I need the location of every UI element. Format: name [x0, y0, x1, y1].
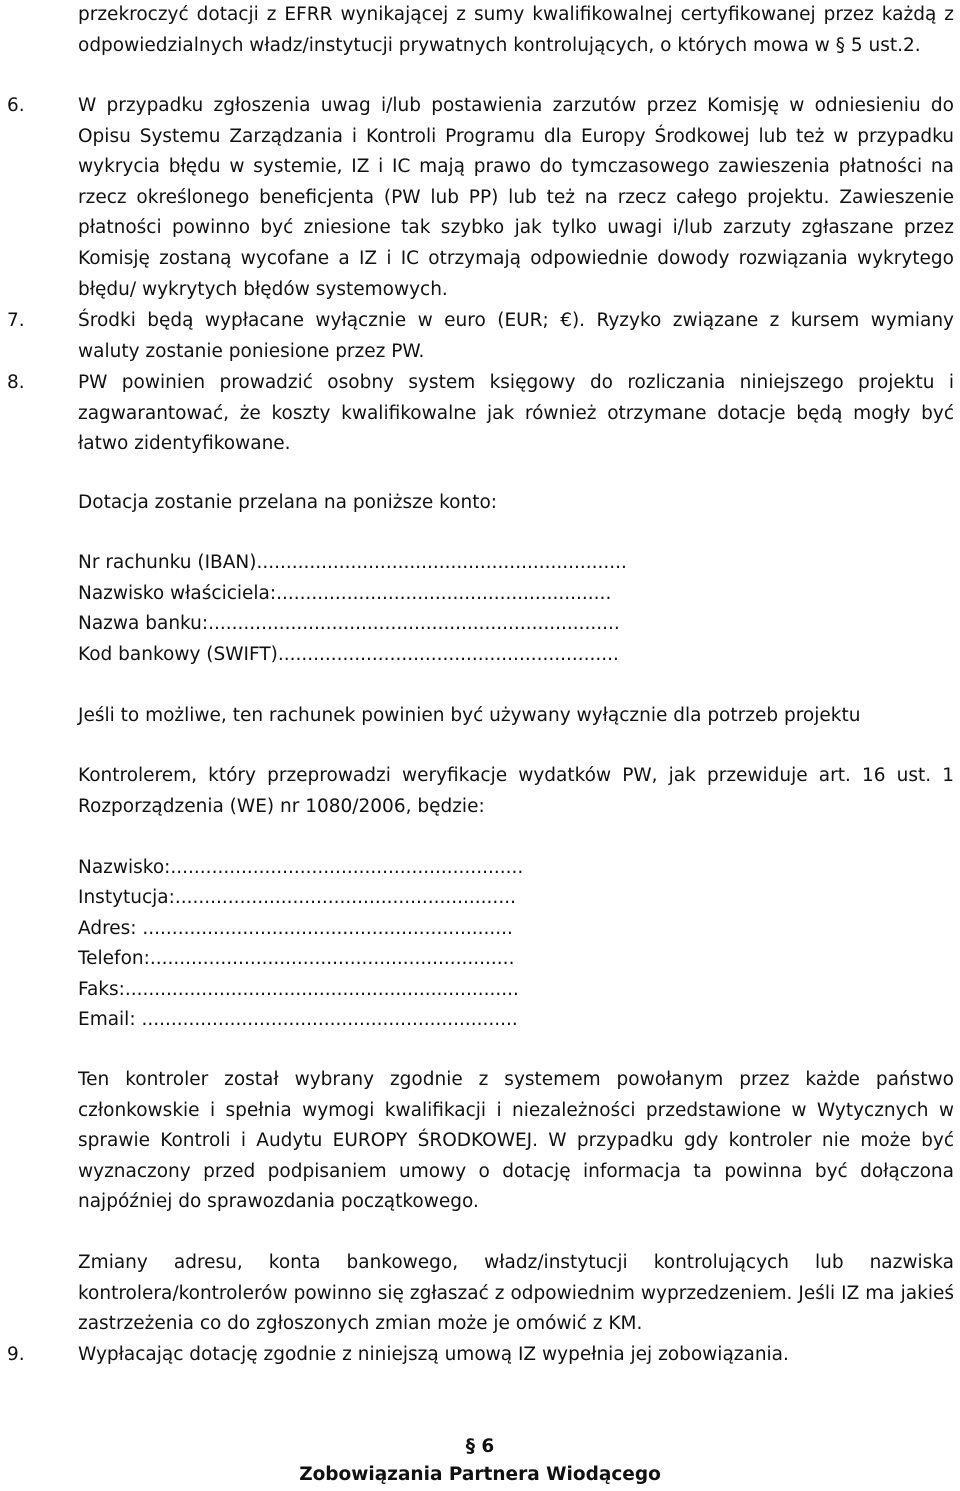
- section-title: Zobowiązania Partnera Wiodącego: [299, 1464, 661, 1485]
- controller-selection-paragraph: Ten kontroler został wybrany zgodnie z systemem powołanym przez każde państwo członkowskie i spełnia wymogi kwalifikacji i niezależności przedstawione w Wytycznych w sprawie Kontroli i Audytu EUROPY ŚRODKOWEJ. W przypadku gdy kontroler nie może być wyznaczony przed podpisaniem umowy o dotację informacja ta powinna być dołączona najpóźniej do sprawozdania początkowego.: [78, 1069, 954, 1213]
- controller-name-field: Nazwisko:............................................................: [78, 857, 524, 878]
- controller-institution-field: Instytucja:..........................................................: [78, 887, 516, 908]
- item-9-paragraph: Wypłacając dotację zgodnie z niniejszą umową IZ wypełnia jej zobowiązania.: [78, 1344, 789, 1365]
- changes-notice-paragraph: Zmiany adresu, konta bankowego, władz/instytucji kontrolujących lub nazwiska kontrolera/kontrolerów powinno się zgłaszać z odpowiednim wyprzedzeniem. Jeśli IZ ma jakieś zastrzeżenia co do zgłoszonych zmian może je omówić z KM.: [78, 1252, 954, 1335]
- swift-field: Kod bankowy (SWIFT)..........................................................: [78, 644, 619, 665]
- account-owner-field: Nazwisko właściciela:.........................................................: [78, 583, 612, 604]
- section-number: § 6: [465, 1436, 495, 1457]
- item-number-7: 7.: [7, 310, 25, 331]
- controller-address-field: Adres: ...............................................................: [78, 918, 513, 939]
- continued-paragraph: przekroczyć dotacji z EFRR wynikającej z sumy kwalifikowalnej certyfikowanej przez każdą z odpowiedzialnych władz/instytucji prywatnych kontrolujących, o których mowa w § 5 ust.2.: [78, 4, 954, 56]
- controller-email-field: Email: ................................................................: [78, 1009, 518, 1030]
- transfer-intro: Dotacja zostanie przelana na poniższe konto:: [78, 492, 498, 513]
- item-number-9: 9.: [7, 1344, 25, 1365]
- item-8-paragraph: PW powinien prowadzić osobny system księgowy do rozliczania niniejszego projektu i zagwarantować, że koszty kwalifikowalne jak również otrzymane dotacje będą mogły być łatwo zidentyfikowane.: [78, 372, 954, 455]
- account-note: Jeśli to możliwe, ten rachunek powinien być używany wyłącznie dla potrzeb projektu: [78, 705, 861, 726]
- iban-field: Nr rachunku (IBAN)...............................................................: [78, 552, 627, 573]
- item-7-paragraph: Środki będą wypłacane wyłącznie w euro (EUR; €). Ryzyko związane z kursem wymiany waluty zostanie poniesione przez PW.: [78, 310, 954, 362]
- item-number-8: 8.: [7, 372, 25, 393]
- item-6-paragraph: W przypadku zgłoszenia uwag i/lub postawienia zarzutów przez Komisję w odniesieniu do Opisu Systemu Zarządzania i Kontroli Programu dla Europy Środkowej lub też w przypadku wykrycia błędu w systemie, IZ i IC mają prawo do tymczasowego zawieszenia płatności na rzecz określonego beneficjenta (PW lub PP) lub też na rzecz całego projektu. Zawieszenie płatności powinno być zniesione tak szybko jak tylko uwagi i/lub zarzuty zgłaszane przez Komisję zostaną wycofane a IZ i IC otrzymają odpowiednie dowody rozwiązania wykrytego błędu/ wykrytych błędów systemowych.: [78, 95, 954, 300]
- controller-phone-field: Telefon:..............................................................: [78, 948, 515, 969]
- controller-intro: Kontrolerem, który przeprowadzi weryfikacje wydatków PW, jak przewiduje art. 16 ust. 1 Rozporządzenia (WE) nr 1080/2006, będzie:: [78, 765, 954, 817]
- bank-name-field: Nazwa banku:......................................................................: [78, 613, 620, 634]
- item-number-6: 6.: [7, 95, 25, 116]
- controller-fax-field: Faks:...................................................................: [78, 979, 519, 1000]
